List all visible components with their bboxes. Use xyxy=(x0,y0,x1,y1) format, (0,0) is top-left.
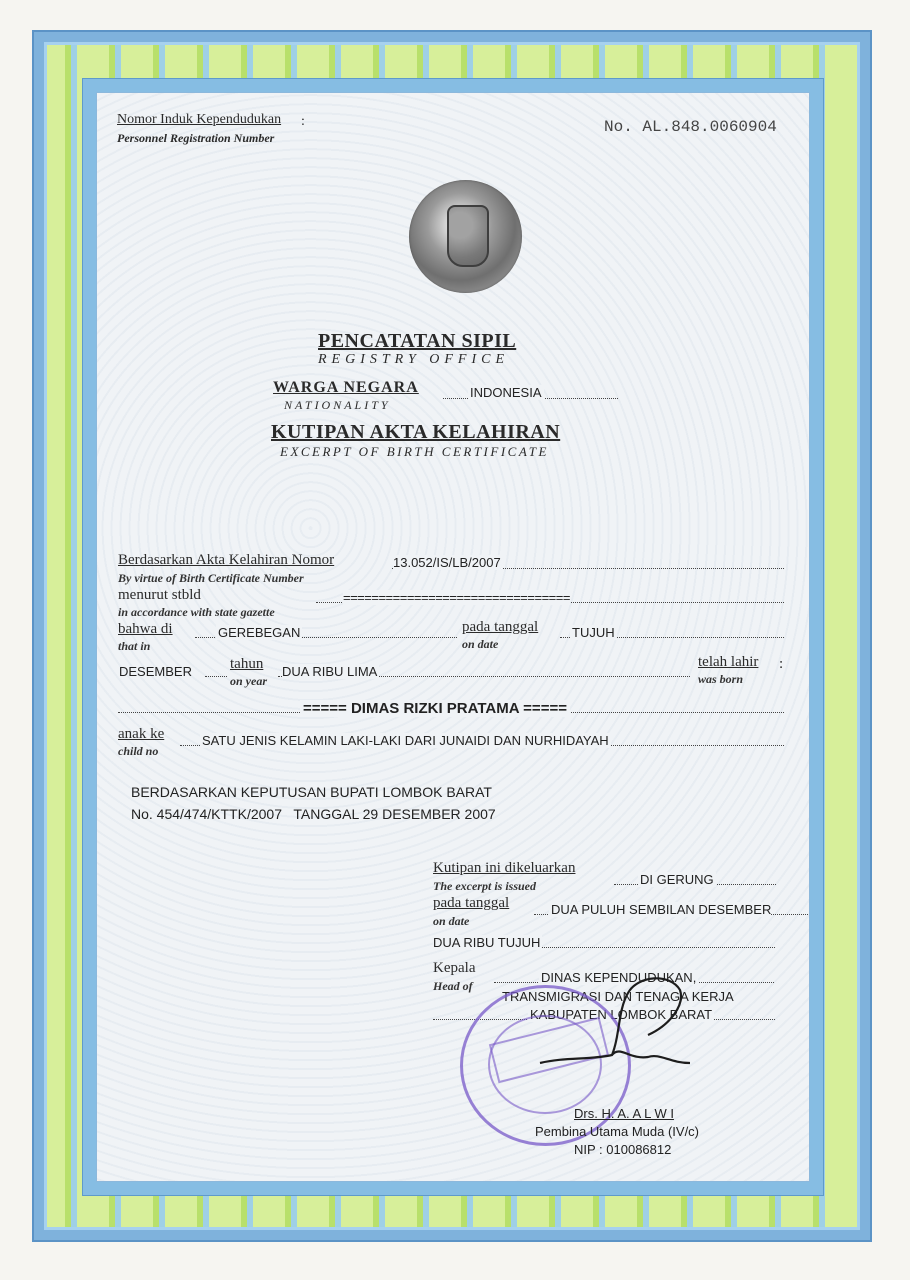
child-number-value: SATU JENIS KELAMIN LAKI-LAKI DARI JUNAIDI DAN NURHIDAYAH xyxy=(202,733,609,748)
born-label: telah lahir xyxy=(698,654,759,670)
stbld-value: ================================ xyxy=(343,590,570,605)
stbld-label: menurut stbld xyxy=(118,587,201,603)
child-number-label: anak ke xyxy=(118,726,165,742)
child-number-label-en: child no xyxy=(118,744,159,758)
cert-number-label-en: By virtue of Birth Certificate Number xyxy=(118,571,304,585)
year-label: tahun xyxy=(230,656,264,672)
month-value: DESEMBER xyxy=(119,664,192,679)
garuda-emblem-icon xyxy=(447,205,489,267)
serial-number: No. AL.848.0060904 xyxy=(604,118,777,136)
document-title-en: EXCERPT OF BIRTH CERTIFICATE xyxy=(280,444,549,459)
head-line-1: DINAS KEPENDUDUKAN, xyxy=(541,970,697,985)
month-dotted-line xyxy=(205,676,227,677)
issued-date-label-en: on date xyxy=(433,914,470,928)
nationality-value: INDONESIA xyxy=(470,385,542,400)
head-label-en: Head of xyxy=(433,979,473,993)
nationality-label: WARGA NEGARA xyxy=(273,379,419,396)
signer-name: Drs. H. A. A L W I xyxy=(574,1106,674,1121)
issued-date-label: pada tanggal xyxy=(433,895,510,911)
office-title-en: REGISTRY OFFICE xyxy=(318,352,510,367)
place-label-en: that in xyxy=(118,639,151,653)
nationality-label-en: NATIONALITY xyxy=(284,398,391,412)
signature-icon xyxy=(520,965,695,1085)
cert-number-label: Berdasarkan Akta Kelahiran Nomor xyxy=(118,552,335,568)
office-title: PENCATATAN SIPIL xyxy=(318,330,517,352)
signer-rank: Pembina Utama Muda (IV/c) xyxy=(535,1124,700,1139)
issued-label: Kutipan ini dikeluarkan xyxy=(433,860,576,876)
place-label: bahwa di xyxy=(118,621,173,637)
issued-label-en: The excerpt is issued xyxy=(433,879,536,893)
child-name-value: ===== DIMAS RIZKI PRATAMA ===== xyxy=(300,700,570,717)
head-line-2: TRANSMIGRASI DAN TENAGA KERJA xyxy=(502,989,734,1004)
issued-year-value: DUA RIBU TUJUH xyxy=(433,935,541,950)
cert-number-value: 13.052/IS/LB/2007 xyxy=(393,555,501,570)
decree-line-1: BERDASARKAN KEPUTUSAN BUPATI LOMBOK BARAT xyxy=(131,784,492,800)
place-value: GEREBEGAN xyxy=(218,625,301,640)
date-value: TUJUH xyxy=(572,625,615,640)
issued-place-value: DI GERUNG xyxy=(640,872,714,887)
issued-date-value: DUA PULUH SEMBILAN DESEMBER xyxy=(551,902,772,917)
nik-colon: : xyxy=(301,114,305,129)
head-line-3: KABUPATEN LOMBOK BARAT xyxy=(530,1007,713,1022)
document-title: KUTIPAN AKTA KELAHIRAN xyxy=(271,421,561,443)
born-label-en: was born xyxy=(698,672,744,686)
signer-nip: NIP : 010086812 xyxy=(574,1142,672,1157)
stbld-label-en: in accordance with state gazette xyxy=(118,605,275,619)
nik-label-en: Personnel Registration Number xyxy=(117,131,275,145)
decree-line-2: No. 454/474/KTTK/2007 TANGGAL 29 DESEMBER 2007 xyxy=(131,806,496,822)
year-label-en: on year xyxy=(230,674,267,688)
date-label: pada tanggal xyxy=(462,619,539,635)
head-label: Kepala xyxy=(433,960,476,976)
nik-label: Nomor Induk Kependudukan xyxy=(117,112,282,127)
born-colon: : xyxy=(779,656,784,672)
year-value: DUA RIBU LIMA xyxy=(282,664,378,679)
date-label-en: on date xyxy=(462,637,499,651)
